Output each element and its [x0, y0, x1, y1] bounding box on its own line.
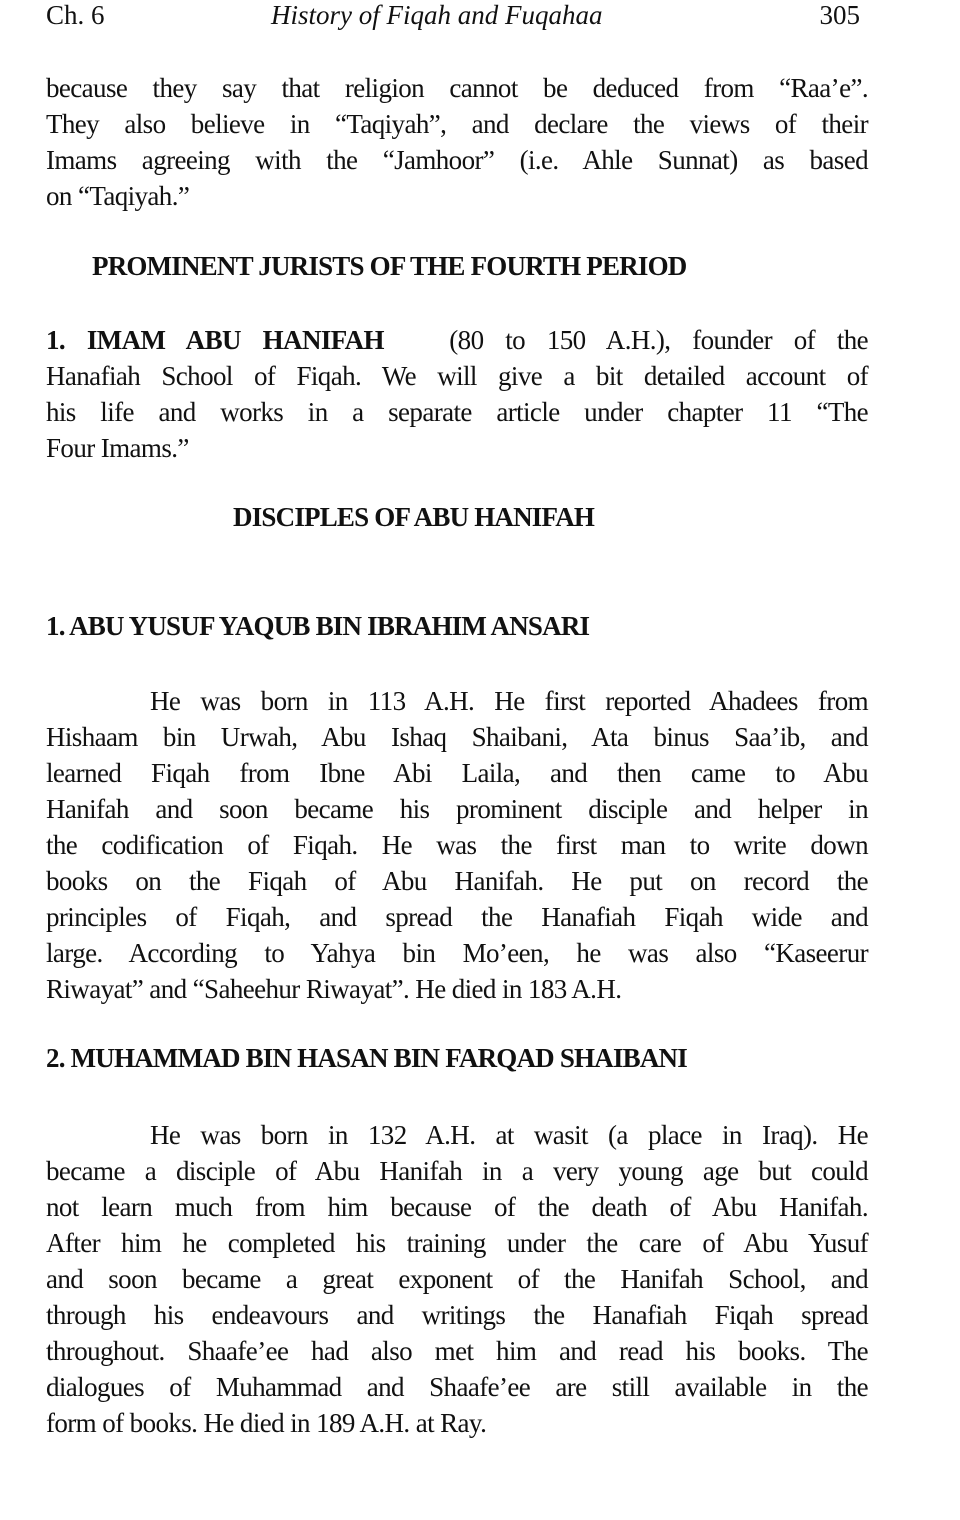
chapter-label: Ch. 6: [46, 0, 105, 30]
disciple-2-heading: 2. MUHAMMAD BIN HASAN BIN FARQAD SHAIBANI: [46, 1043, 687, 1073]
intro-paragraph: because they say that religion cannot be deduced from “Raa’e”. They also believe in “Taqiyah”, and declare the views of their Imams agreeing with the “Jamhoor” (i.e. Ahle Sunnat) as based on “Taqiyah.”: [46, 73, 868, 211]
imam-abu-hanifah-entry: 1. IMAM ABU HANIFAH (80 to 150 A.H.), founder of the Hanafiah School of Fiqah. We will give a bit detailed account of his life and works in a separate article under chapter 11 “The Four Imams.”: [46, 325, 869, 463]
book-title: History of Fiqah and Fuqahaa: [271, 0, 603, 30]
disciple-2-paragraph: He was born in 132 A.H. at wasit (a place in Iraq). He became a disciple of Abu Hanifah in a very young age but could not learn much from him because of the death of Abu Hanifah. After him he completed his training under the care of Abu Yusuf and soon became a great exponent of the Hanifah School, and through his endeavours and writings the Hanafiah Fiqah spread throughout. Shaafe’ee had also met him and read his books. The dialogues of Muhammad and Shaafe’ee are still available in the form of books. He died in 189 A.H. at Ray.: [46, 1120, 868, 1438]
disciple-1-paragraph: He was born in 113 A.H. He first reported Ahadees from Hishaam bin Urwah, Abu Ishaq Shaibani, Ata binus Saa’ib, and learned Fiqah from Ibne Abi Laila, and then came to Abu Hanifah and soon became his prominent disciple and helper in the codification of Fiqah. He was the first man to write down books on the Fiqah of Abu Hanifah. He put on record the principles of Fiqah, and spread the Hanafiah Fiqah wide and large. According to Yahya bin Mo’een, he was also “Kaseerur Riwayat” and “Saheehur Riwayat”. He died in 183 A.H.: [46, 686, 868, 1004]
running-header: [46, 0, 868, 34]
page-number: 305: [819, 0, 860, 30]
disciple-1-heading: 1. ABU YUSUF YAQUB BIN IBRAHIM ANSARI: [46, 611, 590, 641]
disciples-heading: DISCIPLES OF ABU HANIFAH: [233, 502, 595, 532]
section-heading: PROMINENT JURISTS OF THE FOURTH PERIOD: [92, 251, 687, 281]
imam-name: 1. IMAM ABU HANIFAH: [46, 325, 384, 355]
